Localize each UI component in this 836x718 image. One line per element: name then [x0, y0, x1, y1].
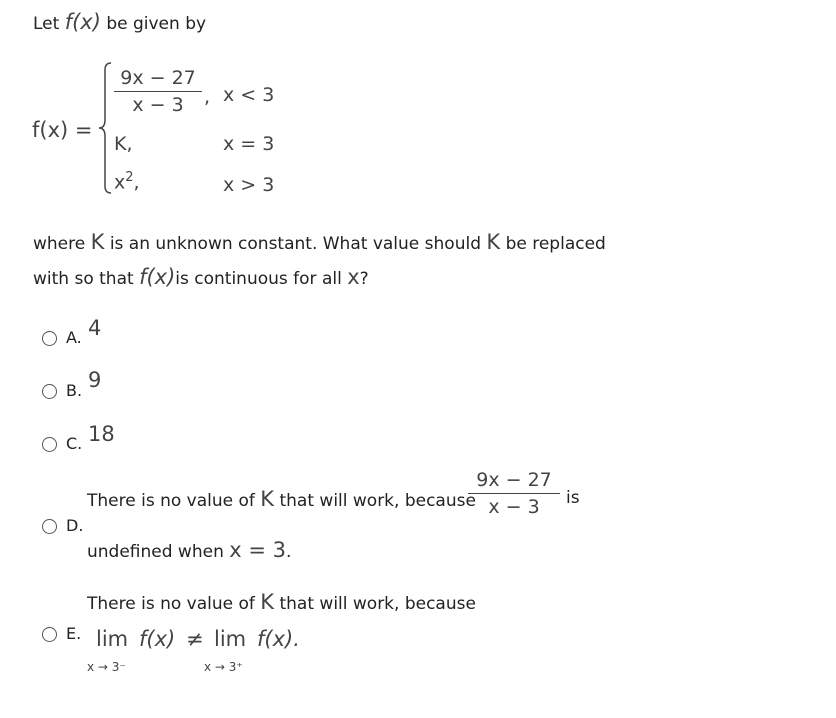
option-d-line-1[interactable]: [87, 487, 476, 511]
option-d-period: .: [286, 542, 292, 562]
question-where: where: [33, 234, 86, 254]
option-e-text-a: There is no value of: [87, 594, 255, 614]
option-d-fraction-bar: [468, 493, 560, 494]
option-d-denominator: x − 3: [488, 496, 540, 518]
case1-fraction: [114, 66, 202, 117]
option-d-line-2[interactable]: [87, 538, 291, 562]
option-e-line-1[interactable]: [87, 590, 476, 614]
option-e-fx-1: f(x): [139, 627, 176, 651]
option-e-sub-1: x → 3⁻: [87, 660, 126, 674]
option-e-fx-2: f(x).: [257, 627, 300, 651]
case3-condition: x > 3: [223, 174, 275, 196]
case1-numerator: 9x − 27: [120, 67, 196, 89]
intro-fx: f(x): [64, 10, 101, 34]
option-d-k: K: [260, 487, 275, 511]
option-b-value[interactable]: 9: [88, 368, 102, 392]
question-unknown: is an unknown constant. What value should: [109, 234, 481, 254]
case3-comma: ,: [133, 171, 140, 194]
question-with: with so that: [33, 269, 134, 289]
option-e-radio[interactable]: [42, 627, 57, 642]
option-d-numerator: 9x − 27: [476, 469, 552, 491]
question-k2: K: [486, 230, 501, 254]
case1-denominator: x − 3: [132, 94, 184, 116]
option-a-radio[interactable]: [42, 331, 57, 346]
option-d-text-a: There is no value of: [87, 491, 255, 511]
question-line-2: [33, 265, 369, 289]
case1-comma: ,: [204, 86, 211, 108]
option-d-text-b: that will work, because: [279, 491, 476, 511]
option-e-lim-2: lim: [214, 627, 247, 651]
question-replaced: be replaced: [505, 234, 606, 254]
piecewise-lhs: f(x) =: [32, 118, 93, 142]
question-line-1: [33, 230, 606, 254]
option-d-x-eq: x = 3: [229, 538, 287, 562]
option-d-is: is: [566, 488, 580, 508]
option-d-radio[interactable]: [42, 519, 57, 534]
question-mark: ?: [359, 269, 369, 289]
option-e-neq: ≠: [186, 627, 204, 651]
case2-condition: x = 3: [223, 133, 275, 155]
option-e-sub-2: x → 3⁺: [204, 660, 243, 674]
intro-let: Let: [33, 14, 60, 34]
case3-expression: [114, 170, 140, 193]
option-e-lim-1: lim: [96, 627, 129, 651]
case3-base: x: [114, 171, 126, 194]
option-d-fraction: [468, 468, 560, 519]
option-e-text-b: that will work, because: [279, 594, 476, 614]
option-c-radio[interactable]: [42, 437, 57, 452]
option-a-value[interactable]: 4: [88, 316, 102, 340]
option-d-letter[interactable]: D.: [66, 516, 84, 535]
intro-given: be given by: [106, 14, 207, 34]
option-b-radio[interactable]: [42, 384, 57, 399]
case1-fraction-bar: [114, 91, 202, 92]
left-brace-icon: [98, 62, 112, 194]
case2-expression: K,: [114, 133, 133, 155]
question-continuous: is continuous for all: [175, 269, 342, 289]
question-fx: f(x): [139, 265, 176, 289]
question-k1: K: [90, 230, 105, 254]
option-b-letter[interactable]: B.: [66, 381, 83, 400]
option-c-letter[interactable]: C.: [66, 434, 83, 453]
intro-line: [33, 10, 206, 34]
question-x: x: [347, 265, 360, 289]
option-e-k: K: [260, 590, 275, 614]
option-e-letter[interactable]: E.: [66, 624, 82, 643]
option-c-value[interactable]: 18: [88, 422, 115, 446]
option-d-text-d: undefined when: [87, 542, 224, 562]
case1-condition: x < 3: [223, 84, 275, 106]
case3-exponent: 2: [125, 170, 134, 185]
option-a-letter[interactable]: A.: [66, 328, 82, 347]
